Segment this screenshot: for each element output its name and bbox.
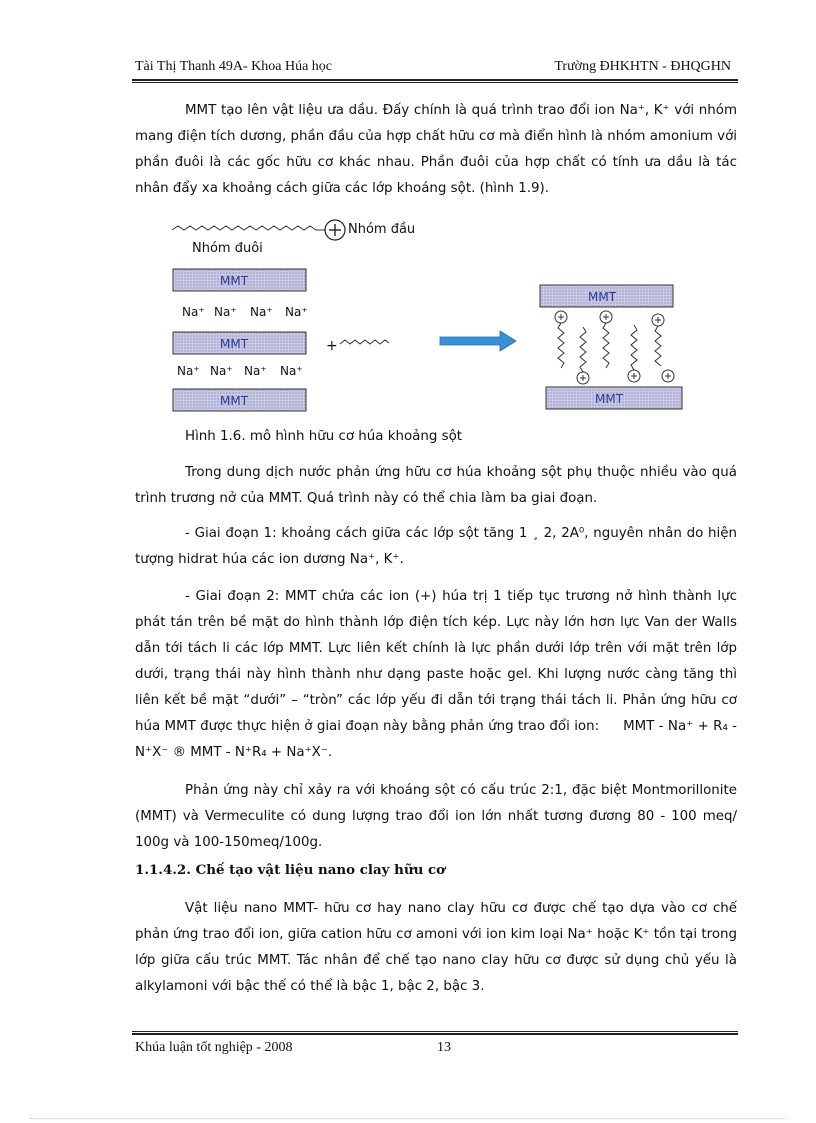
plus-sign: + (326, 338, 338, 354)
footer-thesis: Khúa luận tốt nghiệp - 2008 (135, 1040, 293, 1055)
head-label: Nhóm đầu (348, 222, 416, 237)
na-row-2-c: Na⁺ (244, 364, 267, 378)
mmt-label-right-top: MMT (588, 290, 617, 304)
paragraph-2 (135, 460, 737, 512)
paragraph-6-text: Vật liệu nano MMT- hữu cơ hay nano clay hữu cơ được chế tạo dựa vào cơ chế phản ứng trao đổi ion, giữa cation hữu cơ amoni với ion kim loại Na⁺ hoặc K⁺ tồn tại trong lớp giữa cấu trúc MMT. Tác nhân để chế tạo nano clay hữu cơ được sử dụng chủ yếu là alkylamoni với bậc thế có thể là bậc 1, bậc 2, bậc 3. (135, 901, 737, 994)
reaction-arrow (440, 331, 516, 351)
ion-exchange-equation: MMT - Na⁺ + R₄ - N⁺X⁻ ® MMT - N⁺R₄ + Na⁺X⁻. (135, 719, 737, 760)
page-number: 13 (437, 1040, 451, 1055)
bottom-dotted-line (30, 1118, 786, 1119)
page-header (135, 56, 737, 80)
paragraph-5 (135, 778, 737, 856)
mmt-label-right-bottom: MMT (595, 392, 624, 406)
section-heading: 1.1.4.2. Chế tạo vật liệu nano clay hữu cơ (135, 862, 446, 878)
paragraph-2-text: Trong dung dịch nước phản ứng hữu cơ húa khoảng sột phụ thuộc nhiều vào quá trình trương nở của MMT. Quá trình này có thể chia làm ba giai đoạn. (135, 465, 737, 506)
na-row-1-b: Na⁺ (214, 305, 237, 319)
paragraph-3 (135, 521, 737, 573)
tail-label: Nhóm đuôi (192, 241, 263, 256)
paragraph-4-body: - Giai đoạn 2: MMT chứa các ion (+) húa trị 1 tiếp tục trương nở hình thành lực phát tán trên bề mặt do hình thành lớp điện tích kép. Lực này lớn hơn lực Van der Walls dẫn tới tách li các lớp MMT. Lực liên kết chính là lực phần dưới lớp trên với mặt trên lớp dưới, trạng thái này hình thành như dạng paste hoặc gel. Khi lượng nước càng tăng thì liên kết bề mặt “dưới” – “tròn” các lớp yếu đi dẫn tới trạng thái tách li. Phản ứng hữu cơ húa MMT được thực hiện ở giai đoạn này bằng phản ứng trao đổi ion: (135, 589, 737, 734)
paragraph-3-text: - Giai đoạn 1: khoảng cách giữa các lớp sột tăng 1 ¸ 2, 2A⁰, nguyên nhân do hiện tượng hidrat húa các ion dương Na⁺, K⁺. (135, 526, 737, 567)
na-row-1-a: Na⁺ (182, 305, 205, 319)
header-institution: Trường ĐHKHTN - ĐHQGHN (554, 59, 731, 74)
paragraph-4 (135, 584, 737, 766)
header-author: Tài Thị Thanh 49A- Khoa Húa học (135, 59, 332, 74)
na-row-2-d: Na⁺ (280, 364, 303, 378)
mmt-label-left-1: MMT (220, 274, 249, 288)
paragraph-1 (135, 98, 737, 202)
paragraph-4-text (135, 584, 737, 766)
na-row-2-b: Na⁺ (210, 364, 233, 378)
reagent-chain (340, 340, 389, 344)
mmt-label-left-3: MMT (220, 394, 249, 408)
na-row-1-c: Na⁺ (250, 305, 273, 319)
footer-rule (132, 1031, 738, 1035)
na-row-1-d: Na⁺ (285, 305, 308, 319)
header-rule (132, 79, 738, 83)
tail-chain-legend (172, 226, 326, 230)
intercalated-chains (555, 311, 674, 384)
paragraph-6 (135, 896, 737, 1000)
paragraph-1-text: MMT tạo lên vật liệu ưa dầu. Đấy chính là quá trình trao đổi ion Na⁺, K⁺ với nhóm mang điện tích dương, phần đầu của hợp chất hữu cơ mà điển hình là nhóm amonium với phần đuôi là các gốc hữu cơ khác nhau. Phần đuôi của hợp chất có tính ưa dầu là tác nhân đẩy xa khoảng cách giữa các lớp khoáng sột. (hình 1.9). (135, 103, 737, 196)
figure-caption: Hình 1.6. mô hình hữu cơ húa khoảng sột (185, 429, 463, 444)
na-row-2-a: Na⁺ (177, 364, 200, 378)
paragraph-5-text: Phản ứng này chỉ xảy ra với khoáng sột có cấu trúc 2:1, đặc biệt Montmorillonite (MMT) và Vermeculite có dung lượng trao đổi ion lớn nhất tương đương 80 - 100 meq/ 100g và 100-150meq/100g. (135, 783, 737, 850)
mmt-label-left-2: MMT (220, 337, 249, 351)
organo-clay-diagram (160, 212, 720, 422)
